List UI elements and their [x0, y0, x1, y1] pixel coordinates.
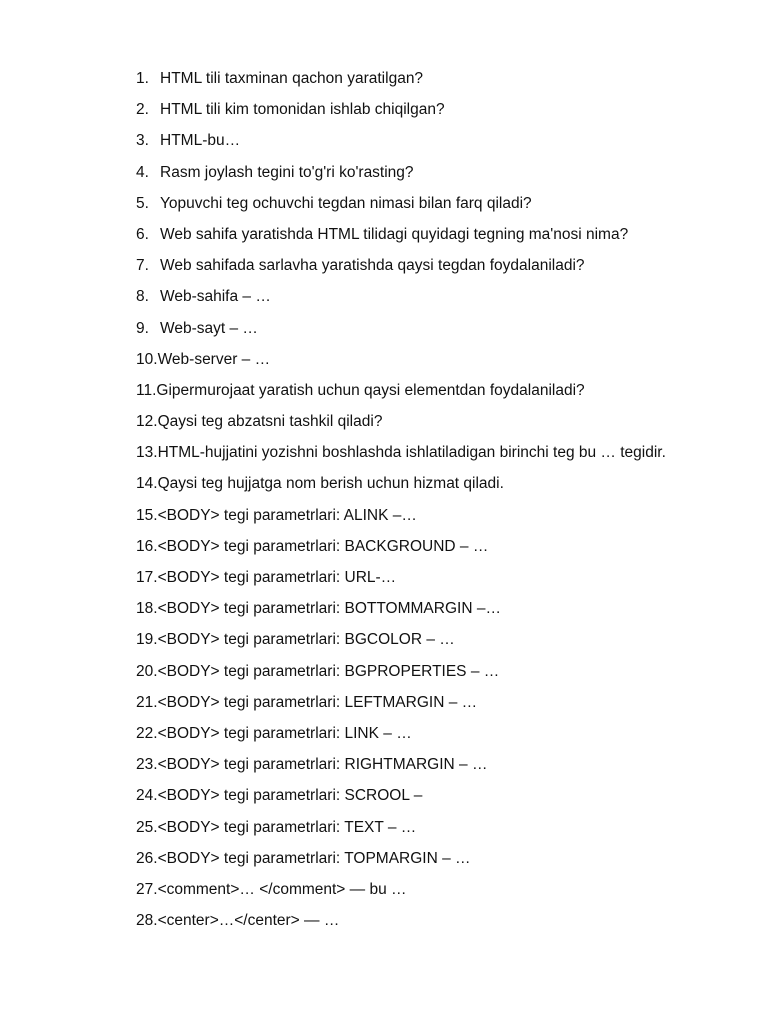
question-number: 12.	[136, 413, 158, 431]
list-item	[136, 284, 736, 315]
question-text: <BODY> tegi parametrlari: URL-…	[157, 569, 397, 586]
list-item	[136, 66, 736, 97]
list-item	[136, 659, 736, 690]
question-text: Qaysi teg hujjatga nom berish uchun hizmat qiladi.	[157, 475, 504, 493]
question-number: 14.	[136, 475, 158, 493]
question-text: <BODY> tegi parametrlari: BACKGROUND – …	[157, 537, 489, 555]
list-item	[136, 160, 736, 191]
question-number: 1.	[136, 70, 149, 87]
list-item	[136, 440, 736, 471]
list-item	[136, 783, 736, 814]
question-number: 28.	[136, 912, 158, 930]
list-item	[136, 409, 736, 440]
list-item	[136, 690, 736, 721]
list-item	[136, 721, 736, 752]
list-item	[136, 253, 736, 284]
question-number: 16.	[136, 537, 158, 555]
list-item	[136, 908, 736, 939]
question-number: 22.	[136, 724, 158, 742]
question-number: 21.	[136, 693, 158, 711]
question-text: Rasm joylash tegini to'g'ri ko'rasting?	[160, 163, 414, 181]
question-text: Web-sahifa – …	[160, 288, 271, 306]
question-text: <center>…</center> — …	[157, 912, 340, 930]
question-number: 25.	[136, 818, 158, 836]
list-item	[136, 222, 736, 253]
question-text: HTML tili taxminan qachon yaratilgan?	[160, 70, 424, 87]
question-text: HTML tili kim tomonidan ishlab chiqilgan?	[160, 101, 445, 119]
question-text: Web-sayt – …	[160, 319, 258, 337]
question-number: 23.	[136, 756, 158, 774]
list-item	[136, 97, 736, 128]
question-text: Web sahifa yaratishda HTML tilidagi quyidagi tegning ma'nosi nima?	[160, 225, 629, 243]
question-number: 27.	[136, 880, 158, 898]
question-text: <BODY> tegi parametrlari: TOPMARGIN – …	[157, 849, 471, 867]
list-item	[136, 471, 736, 502]
question-number: 24.	[136, 787, 158, 805]
question-text: Yopuvchi teg ochuvchi tegdan nimasi bilan farq qiladi?	[160, 194, 532, 212]
list-item	[136, 877, 736, 908]
list-item	[136, 128, 736, 159]
question-number: 17.	[136, 569, 158, 586]
list-item	[136, 846, 736, 877]
question-number: 15.	[136, 506, 158, 524]
question-text: HTML-bu…	[160, 132, 241, 150]
question-number: 6.	[136, 225, 149, 243]
list-item	[136, 191, 736, 222]
question-text: <BODY> tegi parametrlari: LINK – …	[157, 724, 412, 742]
question-text: <BODY> tegi parametrlari: RIGHTMARGIN – …	[157, 756, 488, 774]
question-text: Web-server – …	[157, 350, 271, 368]
question-number: 20.	[136, 662, 158, 680]
question-number: 4.	[136, 163, 149, 181]
list-item	[136, 347, 736, 378]
question-number: 18.	[136, 600, 158, 618]
question-number: 2.	[136, 101, 149, 119]
question-number: 5.	[136, 194, 149, 212]
question-text: <BODY> tegi parametrlari: SCROOL –	[157, 787, 423, 805]
question-text: <BODY> tegi parametrlari: LEFTMARGIN – …	[157, 693, 478, 711]
question-text: <BODY> tegi parametrlari: BGPROPERTIES – …	[157, 662, 500, 680]
question-text: Qaysi teg abzatsni tashkil qiladi?	[157, 413, 383, 431]
list-item	[136, 596, 736, 627]
question-number: 26.	[136, 849, 158, 867]
question-number: 8.	[136, 288, 149, 306]
question-text: <BODY> tegi parametrlari: TEXT – …	[157, 818, 417, 836]
question-text: <comment>… </comment> — bu …	[157, 880, 407, 898]
question-number: 19.	[136, 631, 158, 649]
list-item	[136, 316, 736, 347]
list-item	[136, 503, 736, 534]
question-number: 11.	[136, 381, 157, 399]
question-number: 13.	[136, 444, 158, 462]
question-text: HTML-hujjatini yozishni boshlashda ishlatiladigan birinchi teg bu … tegidir.	[157, 444, 666, 462]
question-text: Gipermurojaat yaratish uchun qaysi elementdan foydalaniladi?	[156, 381, 585, 399]
question-number: 7.	[136, 257, 149, 275]
question-text: <BODY> tegi parametrlari: BOTTOMMARGIN –…	[157, 600, 501, 618]
question-number: 10.	[136, 350, 158, 368]
list-item	[136, 815, 736, 846]
question-text: <BODY> tegi parametrlari: BGCOLOR – …	[157, 631, 455, 649]
list-item	[136, 565, 736, 596]
list-item	[136, 752, 736, 783]
question-number: 3.	[136, 132, 149, 150]
question-text: Web sahifada sarlavha yaratishda qaysi tegdan foydalaniladi?	[160, 257, 585, 275]
question-text: <BODY> tegi parametrlari: ALINK –…	[157, 506, 417, 524]
list-item	[136, 627, 736, 658]
question-list	[136, 66, 736, 939]
list-item	[136, 534, 736, 565]
question-number: 9.	[136, 319, 149, 337]
list-item	[136, 378, 736, 409]
